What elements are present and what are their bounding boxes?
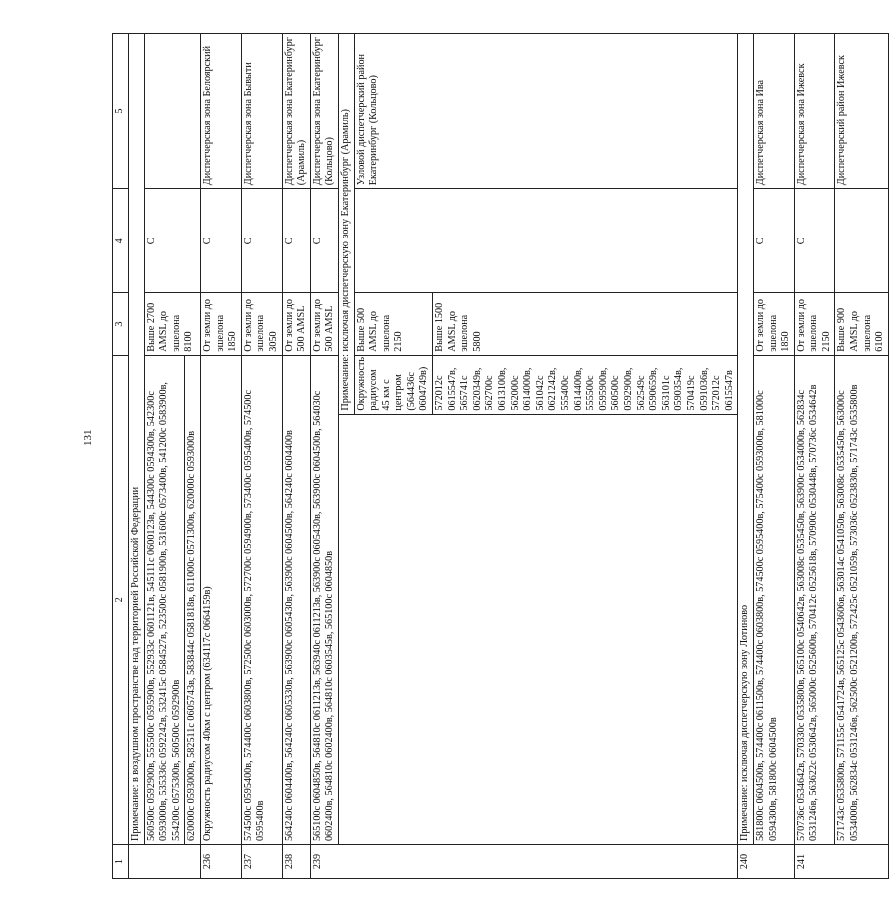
coords-cell: 565100с 0604850в, 564810с 0611213в, 563940с 0611213в, 563900с 0605430в, 563900с 0604500в, 564030с 0602400в, 564810с 0602400в, 564810с 0603545в, 565100с 0604850в	[310, 355, 338, 844]
unit-cell: Диспетчерская зона Бывыти	[241, 34, 282, 189]
row-number-empty	[129, 845, 201, 879]
header-col-5: 5	[113, 34, 129, 189]
altitude-cell: От земли до эшелона 2150	[794, 293, 835, 355]
row-number: 239	[310, 845, 738, 879]
table-row	[241, 34, 282, 879]
rotated-page	[112, 33, 886, 879]
table-row	[794, 34, 835, 879]
row-number: 237	[241, 845, 282, 879]
airspace-table	[112, 33, 889, 879]
altitude-cell: От земли до эшелона 1850	[200, 293, 241, 355]
class-cell	[835, 189, 888, 293]
table-row	[282, 34, 310, 879]
circle-cell: Окружность радиусом 45 км с центром (564436с 0604749в)	[354, 355, 433, 414]
altitude-cell: Выше 2700 AMSL до эшелона 8100	[144, 293, 200, 355]
table-row	[338, 34, 354, 879]
unit-cell: Диспетчерская зона Екатеринбург (Арамиль)	[282, 34, 310, 189]
note-russia: Примечание: в воздушном пространстве над территорией Российской Федерации	[129, 34, 145, 845]
indent-spacer	[338, 414, 737, 844]
coords-cell: 570736с 0534642в, 570330с 0535800в, 565100с 0540642в, 563008с 0535450в, 563900с 0534000в, 562834с 0531246в, 563622с 0530642в, 565000с 0525600в, 570412с 0525618в, 570900с 0530448в, 570736с 0534642в	[794, 355, 835, 844]
row-number: 240	[738, 845, 794, 879]
unit-cell: Узловой диспетчерский район Екатеринбург (Кольцово)	[354, 34, 738, 189]
table-row	[738, 34, 754, 879]
class-cell: С	[200, 189, 241, 293]
altitude-cell: От земли до 500 AMSL	[282, 293, 310, 355]
altitude-cell: От земли до эшелона 3050	[241, 293, 282, 355]
table-row	[200, 34, 241, 879]
altitude-cell: От земли до 500 AMSL	[310, 293, 338, 355]
table-row	[144, 34, 185, 879]
row-number: 238	[282, 845, 310, 879]
class-cell: С	[753, 189, 794, 293]
header-col-2: 2	[113, 355, 129, 844]
row-number: 241	[794, 845, 888, 879]
unit-cell	[144, 34, 200, 189]
coords-cell: 620000с 0593000в, 582511с 0605743в, 583844с 0581818в, 611000с 0571300в, 620000с 0593000в	[185, 355, 201, 844]
unit-cell: Диспетчерская зона Ива	[753, 34, 794, 189]
unit-cell: Диспетчерская зона Ижевск	[794, 34, 835, 189]
coords-cell: 571743с 0535800в, 571155с 0541724в, 565125с 0543606в, 563014с 0541050в, 563008с 0535450в, 563000с 0534000в, 562834с 0531246в, 562500с 0521200в, 572425с 0521059в, 573036с 0523830в, 571743с 0535800в	[835, 355, 888, 844]
altitude-cell: Выше 1500 AMSL до эшелона 5800	[433, 293, 738, 355]
coords-cell: 560500с 0592900в, 555500с 0595900в, 552933с 0601121в, 545111с 0600123в, 544300с 0594300в, 542300с 0593000в, 535336с 0592242в, 532415с 0584527в, 523500с 0581900в, 531600с 0573400в, 541200с 0583900в, 554200с 0575300в, 560500с 0592900в	[144, 355, 185, 844]
table-row	[753, 34, 794, 879]
altitude-cell: Выше 500 AMSL до эшелона 2150	[354, 293, 433, 355]
note-lotinovo: Примечание: исключая диспетчерскую зону Лотиново	[738, 34, 754, 845]
class-cell: С	[794, 189, 835, 293]
class-cell: С	[282, 189, 310, 293]
altitude-cell: Выше 900 AMSL до эшелона 6100	[835, 293, 888, 355]
class-cell	[354, 189, 738, 293]
table-row	[835, 34, 888, 879]
page-number: 131	[82, 429, 94, 446]
row-number: 236	[200, 845, 241, 879]
header-col-1: 1	[113, 845, 129, 879]
class-cell: С	[241, 189, 282, 293]
unit-cell: Диспетчерский район Ижевск	[835, 34, 888, 189]
header-col-3: 3	[113, 293, 129, 355]
class-cell: С	[310, 189, 338, 293]
coords-cell: 572012с 0615547в, 565741с 0620349в, 562700с 0613100в, 562000с 0614000в, 561042с 0621242в, 555400с 0614400в, 555500с 0595900в, 560500с 0592900в, 562549с 0590659в, 563101с 0590354в, 570419с 0591036в, 572012с 0615547в	[433, 355, 738, 414]
note-exclusion: Примечание: исключая диспетчерскую зону Екатеринбург (Арамиль)	[338, 34, 354, 415]
unit-cell: Диспетчерская зона Белоярский	[200, 34, 241, 189]
class-cell: С	[144, 189, 200, 293]
header-col-4: 4	[113, 189, 129, 293]
coords-cell: Окружность радиусом 40км с центром (634117с 0664159в)	[200, 355, 241, 844]
coords-cell: 564240с 0604400в, 564240с 0605330в, 563900с 0605430в, 563900с 0604500в, 564240с 0604400в	[282, 355, 310, 844]
coords-cell: 574500с 0595400в, 574400с 0603800в, 572500с 0603000в, 572700с 0594900в, 573400с 0595400в, 574500с 0595400в	[241, 355, 282, 844]
header-row	[113, 34, 129, 879]
table-row	[129, 34, 145, 879]
altitude-cell: От земли до эшелона 1850	[753, 293, 794, 355]
unit-cell: Диспетчерская зона Екатеринбург (Кольцово)	[310, 34, 338, 189]
coords-cell: 581800с 0604500в, 574400с 0611500в, 574400с 0603800в, 574500с 0595400в, 575400с 0593000в, 581000с 0594300в, 581800с 0604500в	[753, 355, 794, 844]
table-row	[310, 34, 338, 879]
